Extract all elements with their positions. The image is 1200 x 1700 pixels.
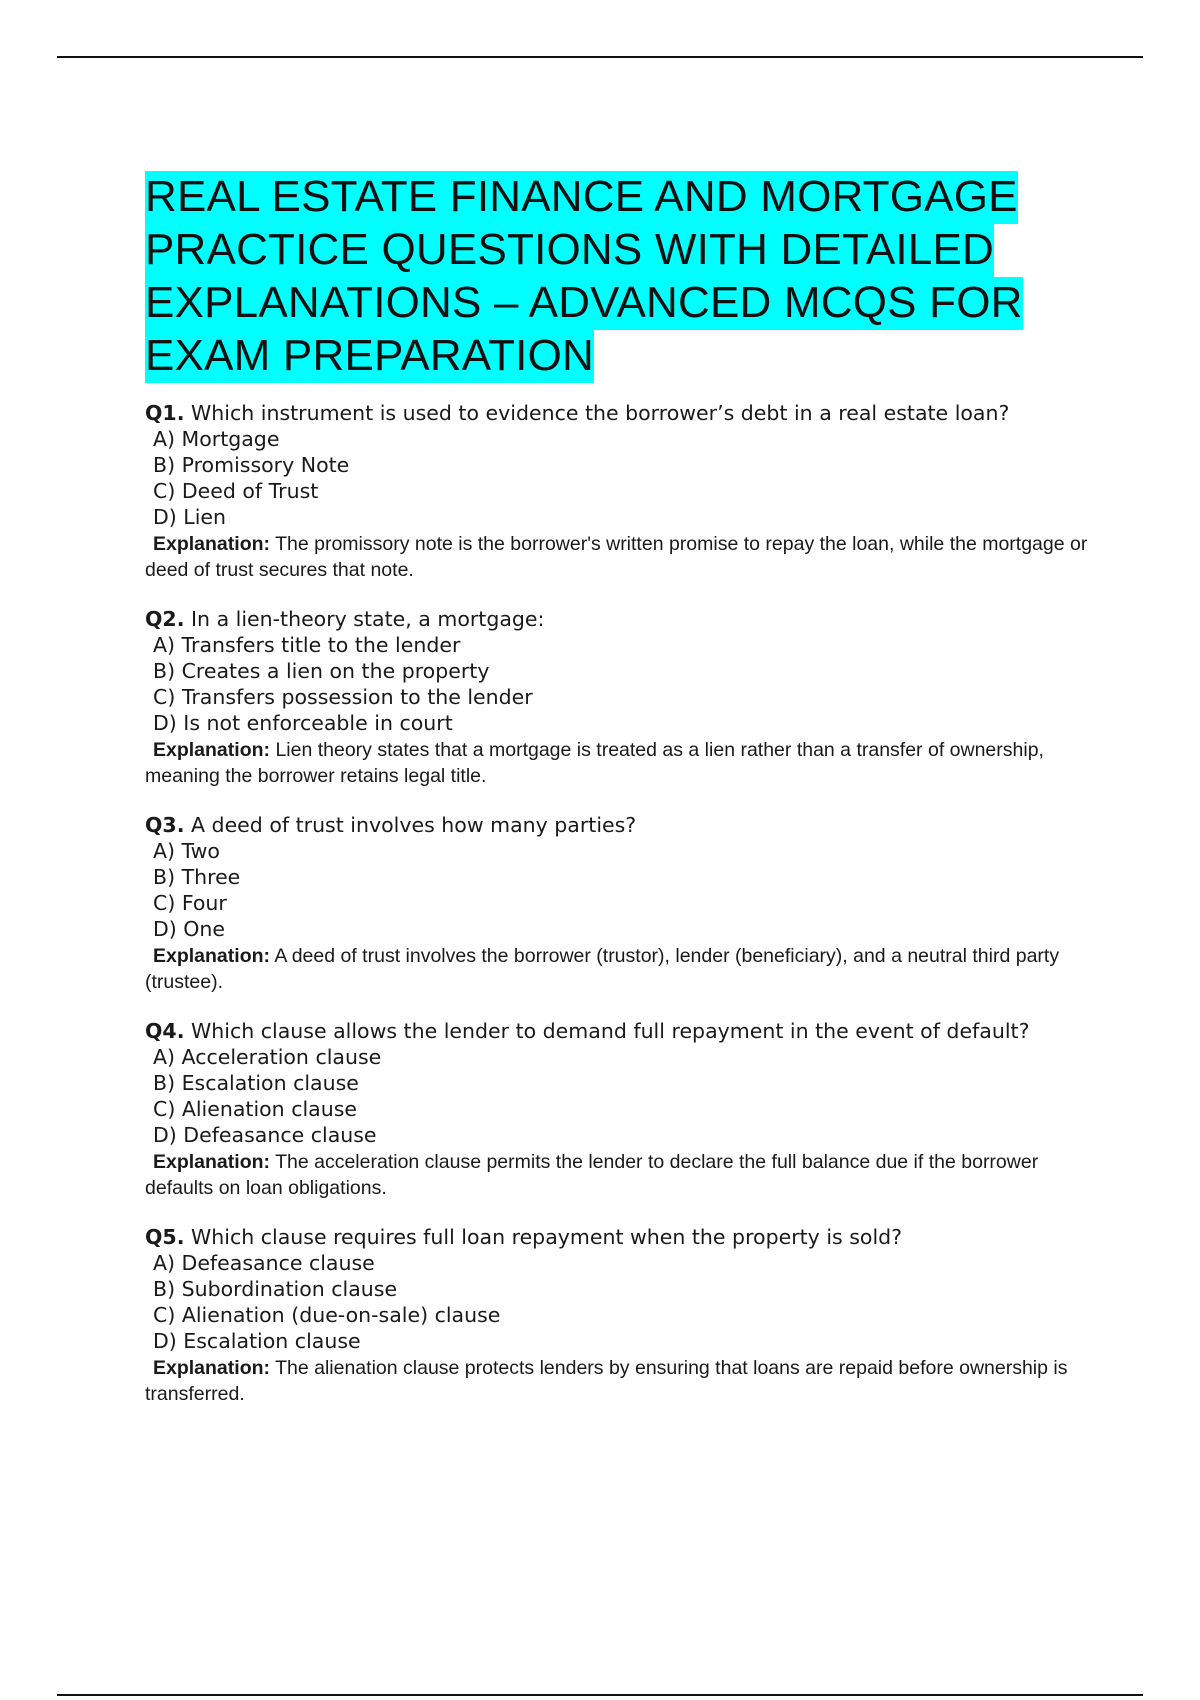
question-1	[145, 400, 1088, 583]
question-text	[145, 1018, 1075, 1044]
option-d: D) Lien	[153, 505, 227, 529]
title-highlight: REAL ESTATE FINANCE AND MORTGAGE PRACTICE QUESTIONS WITH DETAILED EXPLANATIONS – ADVANCED MCQS FOR EXAM PREPARATION	[145, 171, 1023, 383]
question-stem: Which clause requires full loan repayment when the property is sold?	[191, 1225, 903, 1249]
option-c: C) Four	[153, 891, 227, 915]
option-c: C) Alienation (due-on-sale) clause	[153, 1303, 501, 1327]
explanation-label: Explanation:	[153, 1357, 271, 1379]
question-number: Q5.	[145, 1225, 185, 1249]
question-number: Q2.	[145, 607, 185, 631]
option-b: B) Promissory Note	[153, 453, 350, 477]
question-5	[145, 1224, 1085, 1407]
explanation-label: Explanation:	[153, 1151, 271, 1173]
explanation-label: Explanation:	[153, 945, 271, 967]
question-text	[145, 812, 1075, 838]
bottom-rule	[57, 1694, 1143, 1696]
option-b: B) Subordination clause	[153, 1277, 398, 1301]
option-d: D) Escalation clause	[153, 1329, 361, 1353]
option-a: A) Acceleration clause	[153, 1045, 382, 1069]
explanation-text: The acceleration clause permits the lender to declare the full balance due if the borrower defaults on loan obligations.	[145, 1151, 1039, 1199]
explanation-text: A deed of trust involves the borrower (trustor), lender (beneficiary), and a neutral third party (trustee).	[145, 945, 1060, 993]
option-d: D) Is not enforceable in court	[153, 711, 453, 735]
question-text	[145, 400, 1075, 426]
document-body	[145, 170, 1088, 1430]
explanation	[145, 531, 1090, 583]
explanation-label: Explanation:	[153, 739, 271, 761]
option-a: A) Transfers title to the lender	[153, 633, 461, 657]
option-c: C) Alienation clause	[153, 1097, 358, 1121]
option-b: B) Creates a lien on the property	[153, 659, 490, 683]
question-number: Q3.	[145, 813, 185, 837]
explanation-text: Lien theory states that a mortgage is treated as a lien rather than a transfer of ownership, meaning the borrower retains legal title.	[145, 739, 1044, 787]
question-text	[145, 1224, 1075, 1250]
question-2	[145, 606, 1085, 789]
document-title	[145, 170, 1085, 382]
explanation	[145, 737, 1090, 789]
explanation	[145, 1149, 1090, 1201]
option-c: C) Transfers possession to the lender	[153, 685, 533, 709]
option-b: B) Three	[153, 865, 241, 889]
explanation	[145, 1355, 1090, 1407]
question-stem: Which instrument is used to evidence the borrower’s debt in a real estate loan?	[191, 401, 1010, 425]
top-rule	[57, 56, 1143, 58]
option-a: A) Two	[153, 839, 220, 863]
option-b: B) Escalation clause	[153, 1071, 359, 1095]
option-a: A) Mortgage	[153, 427, 280, 451]
option-d: D) One	[153, 917, 226, 941]
explanation-label: Explanation:	[153, 533, 271, 555]
explanation	[145, 943, 1090, 995]
question-text	[145, 606, 1075, 632]
option-a: A) Defeasance clause	[153, 1251, 375, 1275]
question-stem: A deed of trust involves how many parties?	[191, 813, 637, 837]
option-c: C) Deed of Trust	[153, 479, 319, 503]
explanation-text: The alienation clause protects lenders by ensuring that loans are repaid before ownership is transferred.	[145, 1357, 1068, 1405]
question-number: Q4.	[145, 1019, 185, 1043]
explanation-text: The promissory note is the borrower's written promise to repay the loan, while the mortgage or deed of trust secures that note.	[145, 533, 1088, 581]
question-3	[145, 812, 1085, 995]
option-d: D) Defeasance clause	[153, 1123, 377, 1147]
question-stem: In a lien-theory state, a mortgage:	[191, 607, 545, 631]
question-number: Q1.	[145, 401, 185, 425]
question-4	[145, 1018, 1085, 1201]
question-stem: Which clause allows the lender to demand full repayment in the event of default?	[191, 1019, 1030, 1043]
question-list	[145, 400, 1088, 1407]
